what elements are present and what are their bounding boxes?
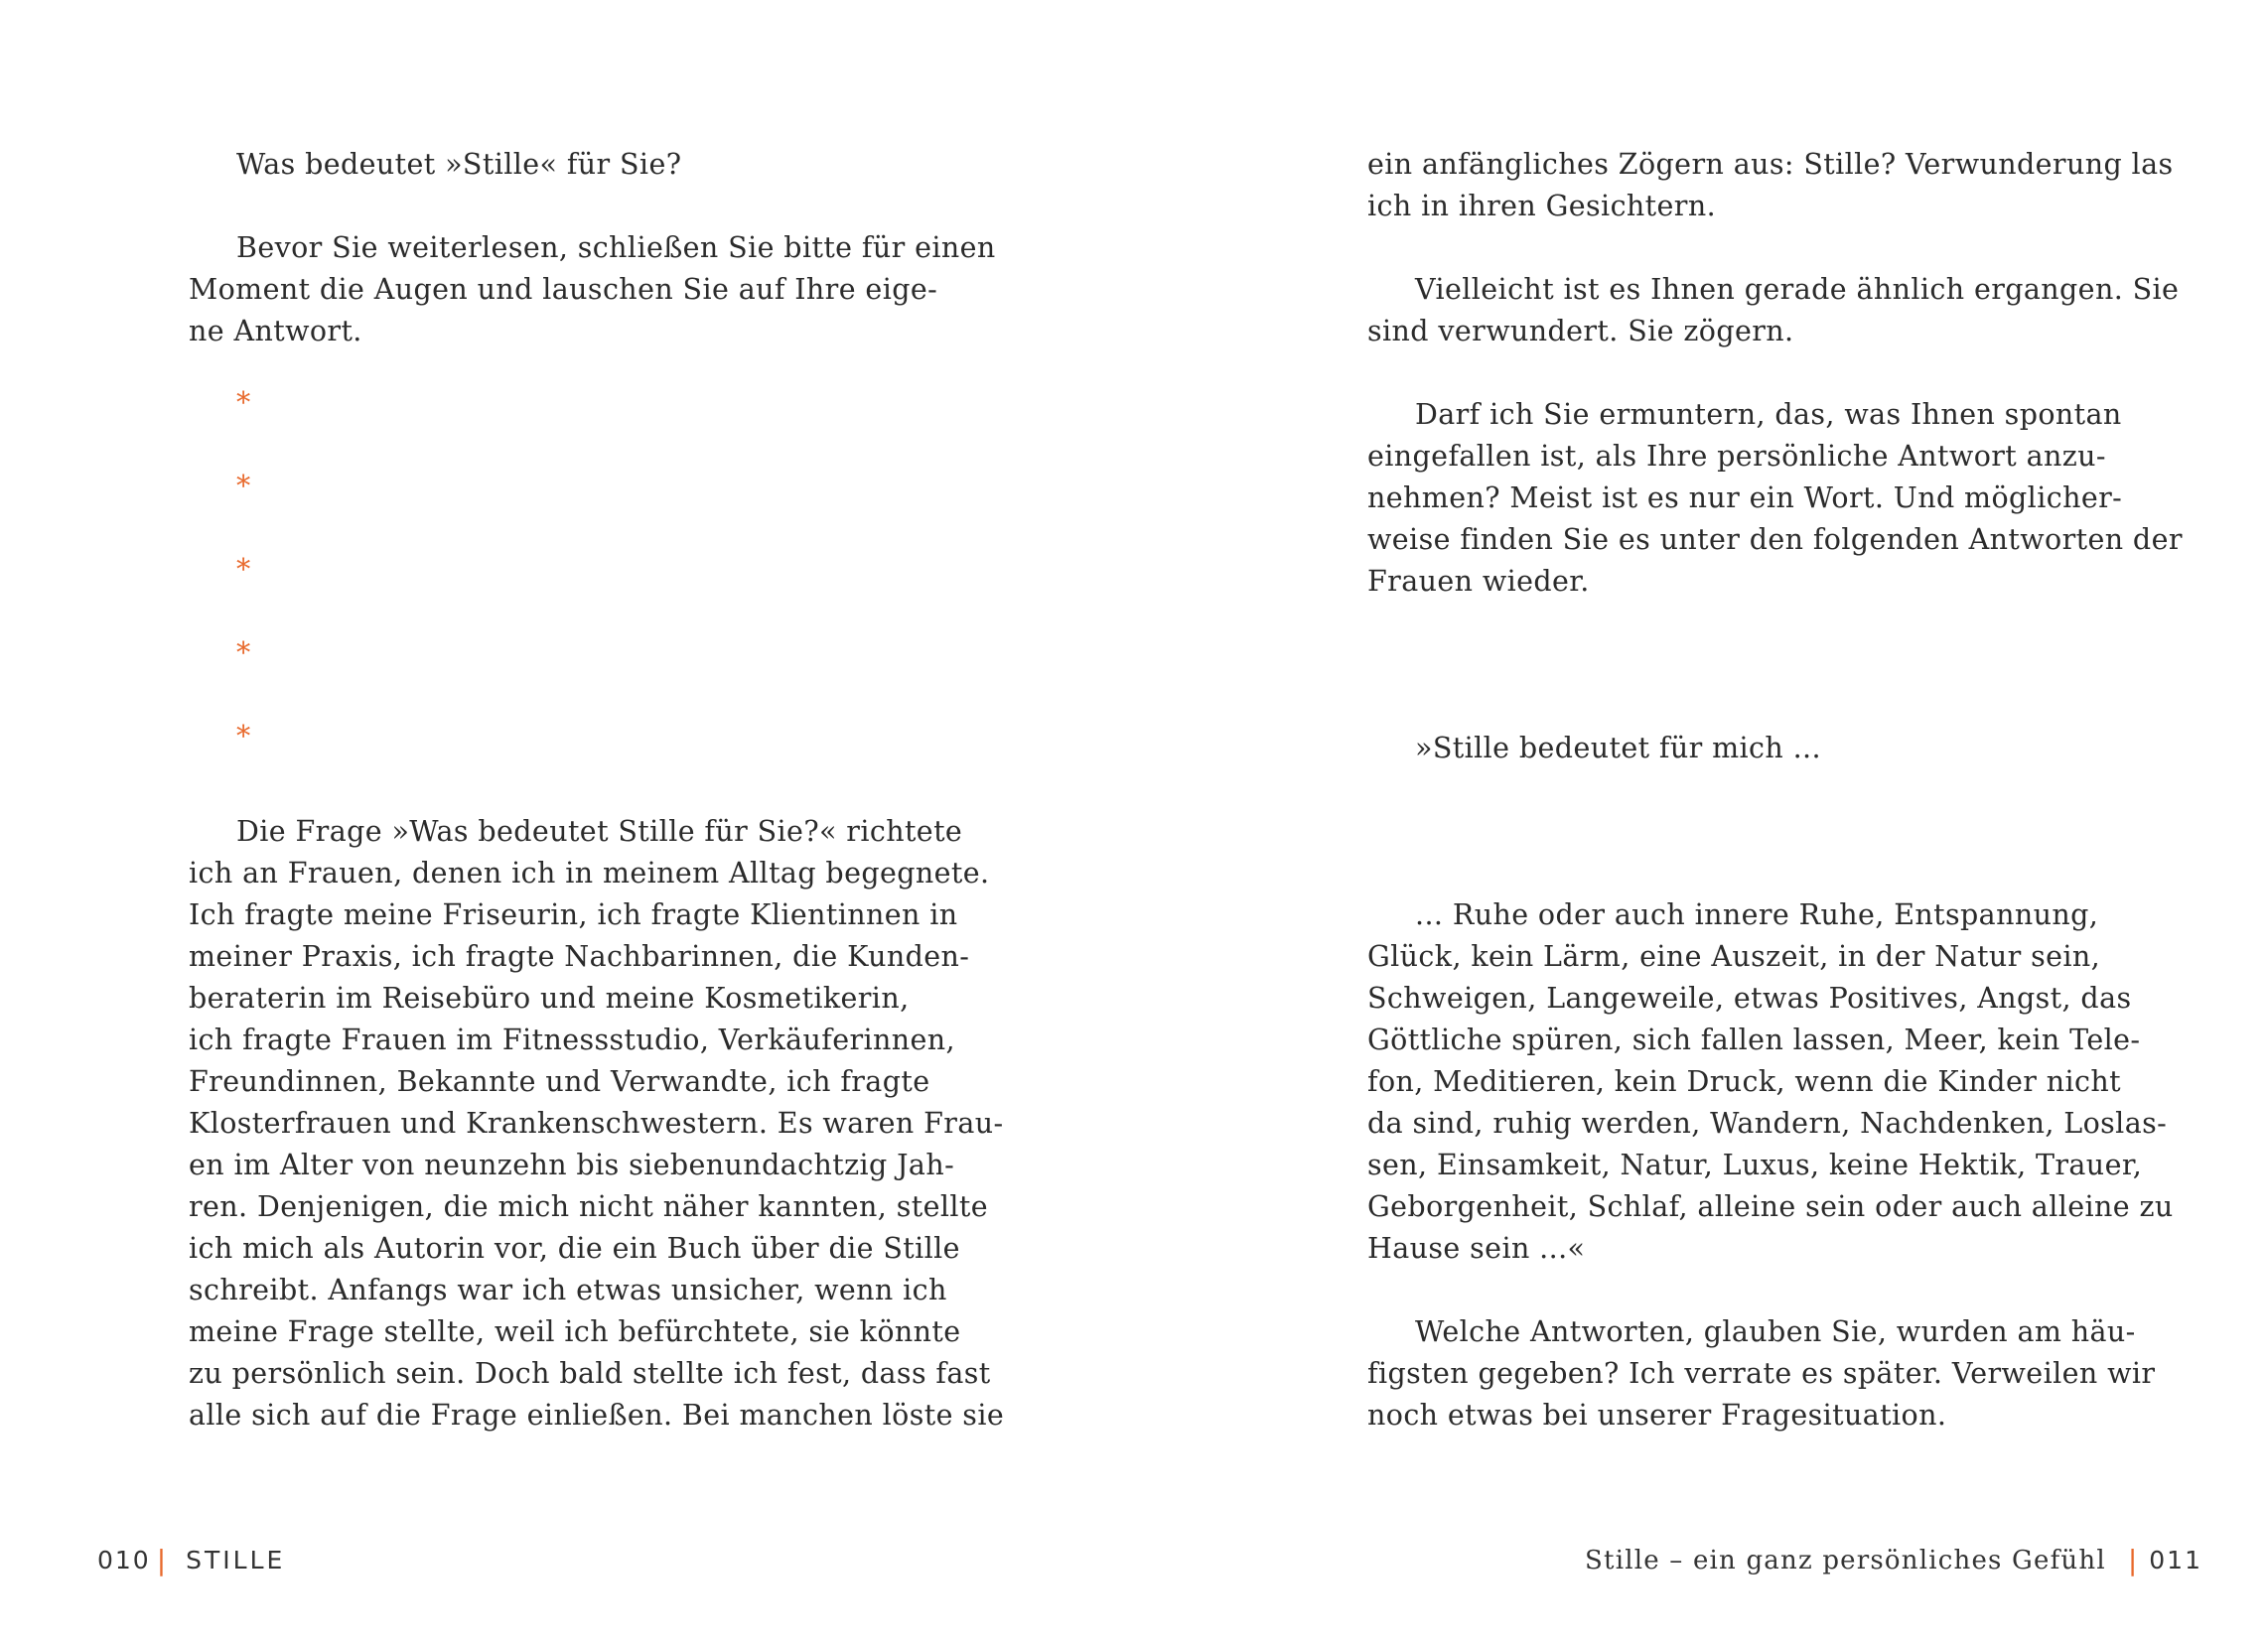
text-line: sen, Einsamkeit, Natur, Luxus, keine Hektik, Trauer, — [1367, 1149, 2143, 1181]
text-line: ich in ihren Gesichtern. — [1367, 190, 1717, 222]
text-line: Was bedeutet »Stille« für Sie? — [236, 148, 682, 181]
text-line: Moment die Augen und lauschen Sie auf Ihre eige- — [189, 273, 938, 306]
text-line: noch etwas bei unserer Fragesituation. — [1367, 1399, 1947, 1432]
text-line: Schweigen, Langeweile, etwas Positives, Angst, das — [1367, 982, 2132, 1015]
quote-intro — [1367, 728, 2107, 769]
section-title: STILLE — [186, 1546, 286, 1574]
text-line: Frauen wieder. — [1367, 565, 1590, 598]
closing-paragraph — [1367, 1311, 2156, 1437]
text-line: Klosterfrauen und Krankenschwestern. Es waren Frau- — [189, 1107, 1004, 1140]
text-line: ich an Frauen, denen ich in meinem Alltag begegnete. — [189, 857, 990, 889]
text-line: meine Frage stellte, weil ich befürchtete, sie könnte — [189, 1315, 961, 1348]
text-line: ich fragte Frauen im Fitnessstudio, Verkäuferinnen, — [189, 1024, 956, 1056]
footer-separator: | — [156, 1544, 169, 1576]
text-line: schreibt. Anfangs war ich etwas unsicher, wenn ich — [189, 1274, 947, 1306]
text-line: Vielleicht ist es Ihnen gerade ähnlich ergangen. Sie — [1415, 273, 2180, 306]
left-footer — [97, 1544, 285, 1576]
text-line: eingefallen ist, als Ihre persönliche Antwort anzu- — [1367, 440, 2106, 473]
text-line: Darf ich Sie ermuntern, das, was Ihnen spontan — [1415, 398, 2122, 431]
asterisk-marker: * — [236, 386, 251, 419]
text-line: figsten gegeben? Ich verrate es später. Verweilen wir — [1367, 1357, 2156, 1390]
footer-separator: | — [2127, 1544, 2140, 1576]
asterisk-marker: * — [236, 720, 251, 753]
encouragement-paragraph — [1367, 394, 2183, 603]
text-line: ren. Denjenigen, die mich nicht näher kannten, stellte — [189, 1190, 989, 1223]
main-paragraph — [189, 811, 1005, 1437]
text-line: weise finden Sie es unter den folgenden Antworten der — [1367, 523, 2183, 556]
text-line: Die Frage »Was bedeutet Stille für Sie?« richtete — [236, 815, 963, 848]
reflection-paragraph — [1367, 269, 2180, 352]
quote-answers — [1367, 894, 2174, 1270]
asterisk-list — [189, 382, 923, 757]
instruction-paragraph — [189, 227, 996, 352]
right-footer — [1585, 1544, 2202, 1576]
text-line: alle sich auf die Frage einließen. Bei manchen löste sie — [189, 1399, 1005, 1432]
page-number: 011 — [2149, 1546, 2202, 1574]
right-text-column — [1367, 144, 2183, 1437]
text-line: sind verwundert. Sie zögern. — [1367, 315, 1794, 347]
text-line: meiner Praxis, ich fragte Nachbarinnen, die Kunden- — [189, 940, 970, 973]
continuation-paragraph — [1367, 144, 2174, 227]
text-line: Hause sein ...« — [1367, 1232, 1586, 1265]
text-line: Freundinnen, Bekannte und Verwandte, ich fragte — [189, 1065, 930, 1098]
asterisk-marker: * — [236, 470, 251, 502]
text-line: Bevor Sie weiterlesen, schließen Sie bitte für einen — [236, 231, 996, 264]
text-line: ich mich als Autorin vor, die ein Buch über die Stille — [189, 1232, 960, 1265]
asterisk-marker: * — [236, 636, 251, 669]
text-line: ne Antwort. — [189, 315, 362, 347]
left-text-column — [189, 144, 1005, 1437]
text-line: beraterin im Reisebüro und meine Kosmetikerin, — [189, 982, 910, 1015]
text-line: »Stille bedeutet für mich ... — [1415, 732, 1821, 764]
text-line: Glück, kein Lärm, eine Auszeit, in der Natur sein, — [1367, 940, 2101, 973]
text-line: da sind, ruhig werden, Wandern, Nachdenken, Loslas- — [1367, 1107, 2168, 1140]
right-page — [1134, 0, 2268, 1642]
text-line: Geborgenheit, Schlaf, alleine sein oder auch alleine zu — [1367, 1190, 2174, 1223]
text-line: Welche Antworten, glauben Sie, wurden am häu- — [1415, 1315, 2136, 1348]
text-line: nehmen? Meist ist es nur ein Wort. Und möglicher- — [1367, 481, 2123, 514]
question-paragraph — [189, 144, 923, 186]
text-line: ein anfängliches Zögern aus: Stille? Verwunderung las — [1367, 148, 2174, 181]
page-number: 010 — [97, 1546, 151, 1574]
text-line: Ich fragte meine Friseurin, ich fragte Klientinnen in — [189, 898, 958, 931]
text-line: fon, Meditieren, kein Druck, wenn die Kinder nicht — [1367, 1065, 2121, 1098]
asterisk-marker: * — [236, 553, 251, 586]
text-line: en im Alter von neunzehn bis siebenundachtzig Jah- — [189, 1149, 955, 1181]
text-line: zu persönlich sein. Doch bald stellte ich fest, dass fast — [189, 1357, 991, 1390]
chapter-title: Stille – ein ganz persönliches Gefühl — [1585, 1545, 2106, 1575]
text-line: ... Ruhe oder auch innere Ruhe, Entspannung, — [1415, 898, 2099, 931]
text-line: Göttliche spüren, sich fallen lassen, Meer, kein Tele- — [1367, 1024, 2141, 1056]
